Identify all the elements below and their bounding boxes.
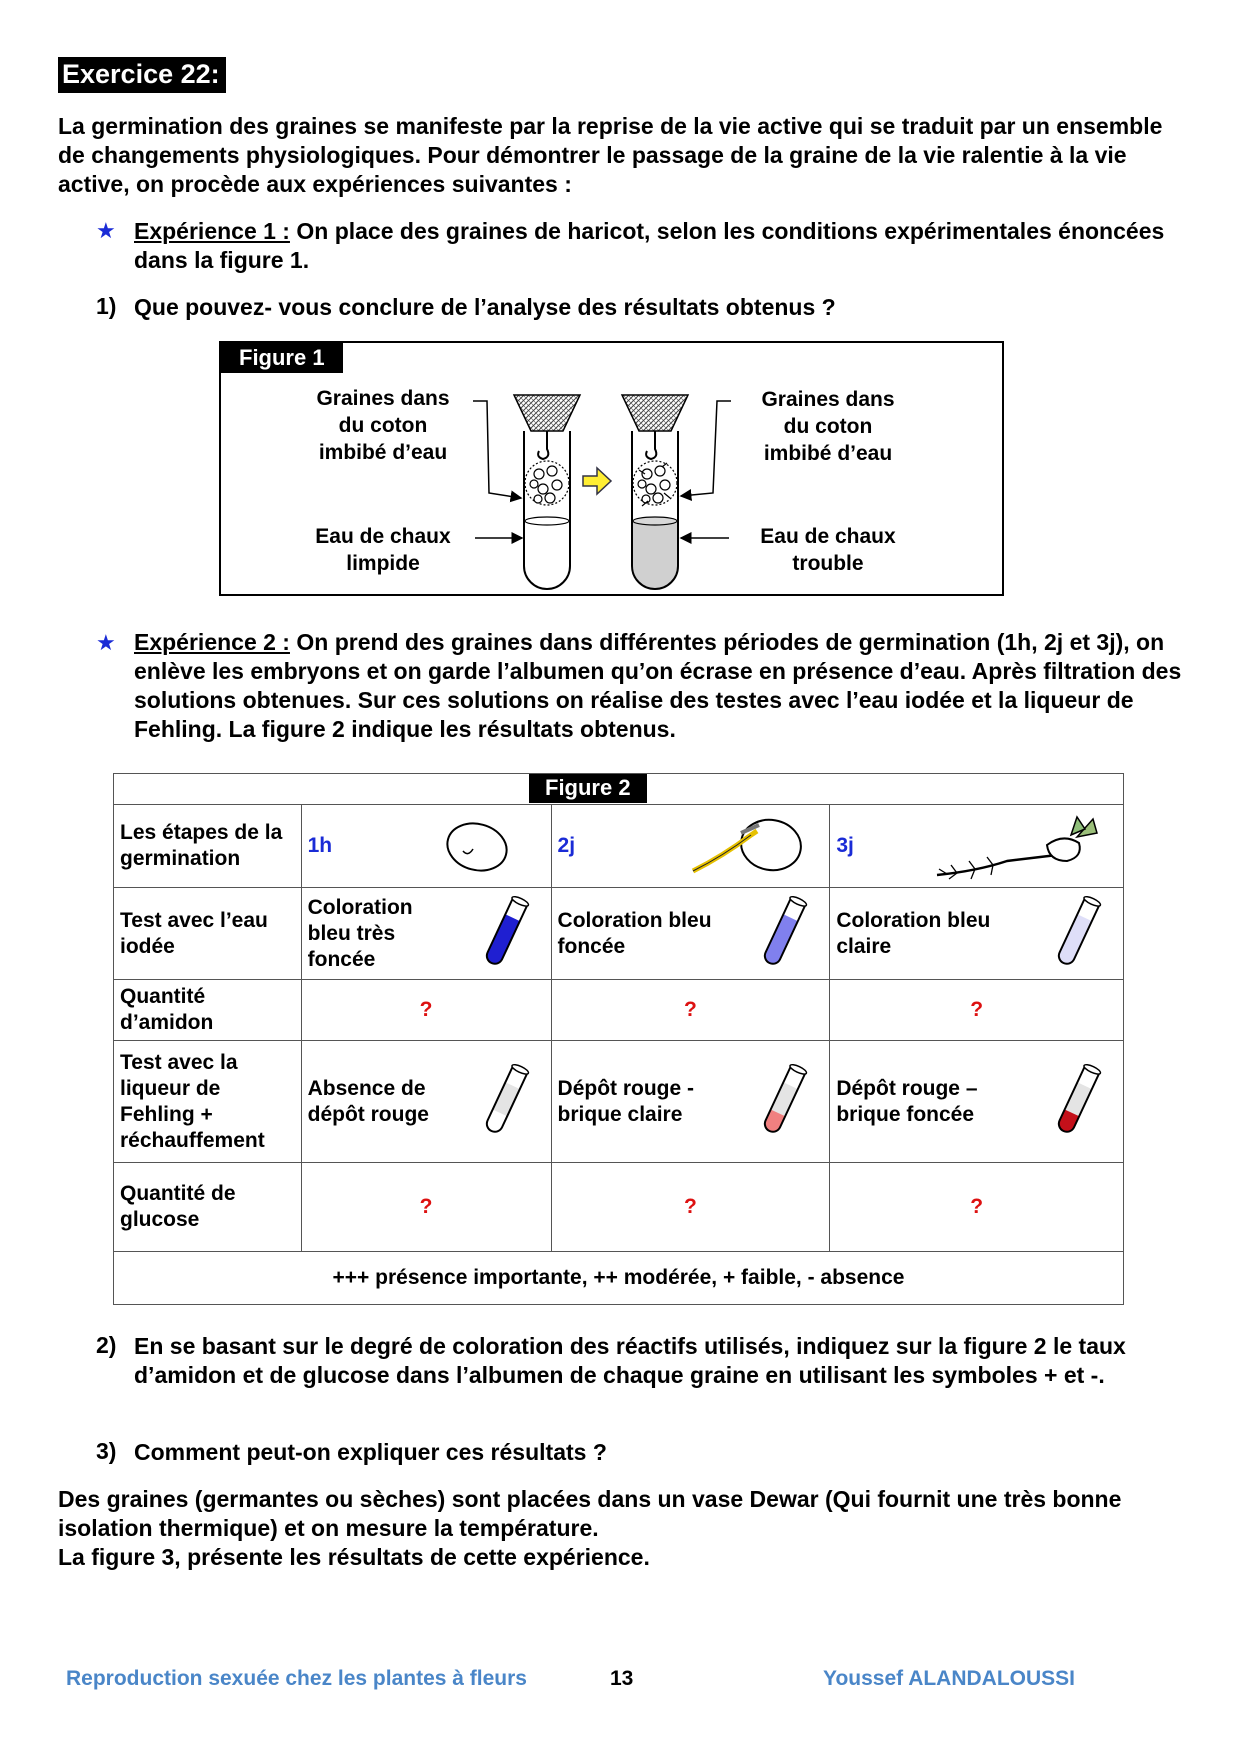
figure-2-header <box>114 774 1124 805</box>
experience-2-label: Expérience 2 : <box>134 629 290 655</box>
stage-3j-cell <box>830 805 1124 888</box>
fehling-3j-cell <box>830 1041 1124 1163</box>
test-tube-icon <box>465 894 545 974</box>
experience-1 <box>134 217 1174 275</box>
seed-dry-icon <box>405 811 545 881</box>
seed-germinating-icon <box>653 811 823 881</box>
row-label-glucose: Quantité de glucose <box>114 1163 302 1252</box>
outro-paragraph: Des graines (germantes ou sèches) sont placées dans un vase Dewar (Qui fournit une très bonne isolation thermique) et on mesure la température. <box>58 1486 1122 1541</box>
starch-3j-cell[interactable]: ? <box>830 980 1124 1041</box>
starch-1h-cell[interactable]: ? <box>301 980 551 1041</box>
test-tube-icon <box>743 894 823 974</box>
stage-1h-cell <box>301 805 551 888</box>
iodine-result: Coloration bleu très foncée <box>307 895 413 971</box>
question-3-number: 3) <box>96 1438 117 1464</box>
footer-page-number: 13 <box>610 1667 634 1690</box>
figure-2-legend: +++ présence importante, ++ modérée, + faible, - absence <box>114 1252 1124 1305</box>
stage-2j-cell <box>551 805 830 888</box>
fig1-drawing <box>221 343 1002 594</box>
row-label-iodine: Test avec l’eau iodée <box>114 888 302 980</box>
fehling-result: Dépôt rouge –brique foncée <box>836 1076 978 1126</box>
stage-label: 3j <box>836 834 854 857</box>
glucose-3j-cell[interactable]: ? <box>830 1163 1124 1252</box>
figure-1-label: Figure 1 <box>221 343 343 373</box>
fehling-1h-cell <box>301 1041 551 1163</box>
outro-figure-3: La figure 3, présente les résultats de cette expérience. <box>58 1544 650 1570</box>
test-tube-icon <box>743 1062 823 1142</box>
experience-2-text: On prend des graines dans différentes périodes de germination (1h, 2j et 3j), on enlève les embryons et on garde l’albumen qu’on écrase en présence d’eau. Après filtration des solutions obtenues. Sur ces solutions on réalise des testes avec l’eau iodée et la liqueur de Fehling. La figure 2 indique les résultats obtenus. <box>134 629 1182 742</box>
iodine-result: Coloration bleu claire <box>836 908 991 958</box>
star-bullet-icon: ★ <box>96 630 116 655</box>
right-test-tube <box>622 395 688 589</box>
experience-2 <box>134 628 1184 744</box>
footer-course-title: Reproduction sexuée chez les plantes à fleurs <box>66 1667 527 1690</box>
question-2-number: 2) <box>96 1332 117 1358</box>
exercise-title: Exercice 22: <box>58 57 226 93</box>
experience-1-label: Expérience 1 : <box>134 218 290 244</box>
glucose-1h-cell[interactable]: ? <box>301 1163 551 1252</box>
row-label-fehling: Test avec la liqueur de Fehling + réchauffement <box>114 1041 302 1163</box>
fehling-2j-cell <box>551 1041 830 1163</box>
fehling-result: Absence de dépôt rouge <box>307 1076 429 1126</box>
glucose-2j-cell[interactable]: ? <box>551 1163 830 1252</box>
iodine-3j-cell <box>830 888 1124 980</box>
fehling-result: Dépôt rouge -brique claire <box>557 1076 695 1126</box>
figure-2-table <box>113 773 1124 1305</box>
iodine-2j-cell <box>551 888 830 980</box>
question-2: En se basant sur le degré de coloration des réactifs utilisés, indiquez sur la figure 2 le taux d’amidon et de glucose dans l’albumen de chaque graine en utilisant les symboles + et -. <box>134 1333 1126 1388</box>
intro-paragraph: La germination des graines se manifeste par la reprise de la vie active qui se traduit par un ensemble de changements physiologiques. Pour démontrer le passage de la graine de la vie ralentie à la vie active, on procède aux expériences suivantes : <box>58 113 1163 197</box>
iodine-1h-cell <box>301 888 551 980</box>
fig1-left-bottom-label: Eau de chaux limpide <box>315 525 451 575</box>
experience-1-text: On place des graines de haricot, selon les conditions expérimentales énoncées dans la figure 1. <box>134 218 1165 273</box>
star-bullet-icon: ★ <box>96 218 116 243</box>
question-1: Que pouvez- vous conclure de l’analyse des résultats obtenus ? <box>134 294 836 320</box>
question-1-number: 1) <box>96 293 117 319</box>
test-tube-icon <box>1037 894 1117 974</box>
stage-label: 2j <box>557 834 576 857</box>
fig1-right-bottom-label: Eau de chaux trouble <box>760 525 896 575</box>
figure-2-label: Figure 2 <box>529 774 647 803</box>
fig1-right-top-label: Graines dans du coton imbibé d’eau <box>761 388 895 465</box>
stage-label: 1h <box>307 834 333 857</box>
fig1-left-top-label: Graines dans du coton imbibé d’eau <box>316 387 450 464</box>
seedling-icon <box>917 809 1117 883</box>
row-label-stages: Les étapes de la germination <box>114 805 302 888</box>
question-3: Comment peut-on expliquer ces résultats ? <box>134 1439 607 1465</box>
test-tube-icon <box>465 1062 545 1142</box>
test-tube-icon <box>1037 1062 1117 1142</box>
footer-author: Youssef ALANDALOUSSI <box>823 1667 1076 1690</box>
row-label-starch: Quantité d’amidon <box>114 980 302 1041</box>
figure-1 <box>219 341 1004 596</box>
iodine-result: Coloration bleu foncée <box>557 908 712 958</box>
left-test-tube <box>514 395 580 589</box>
starch-2j-cell[interactable]: ? <box>551 980 830 1041</box>
